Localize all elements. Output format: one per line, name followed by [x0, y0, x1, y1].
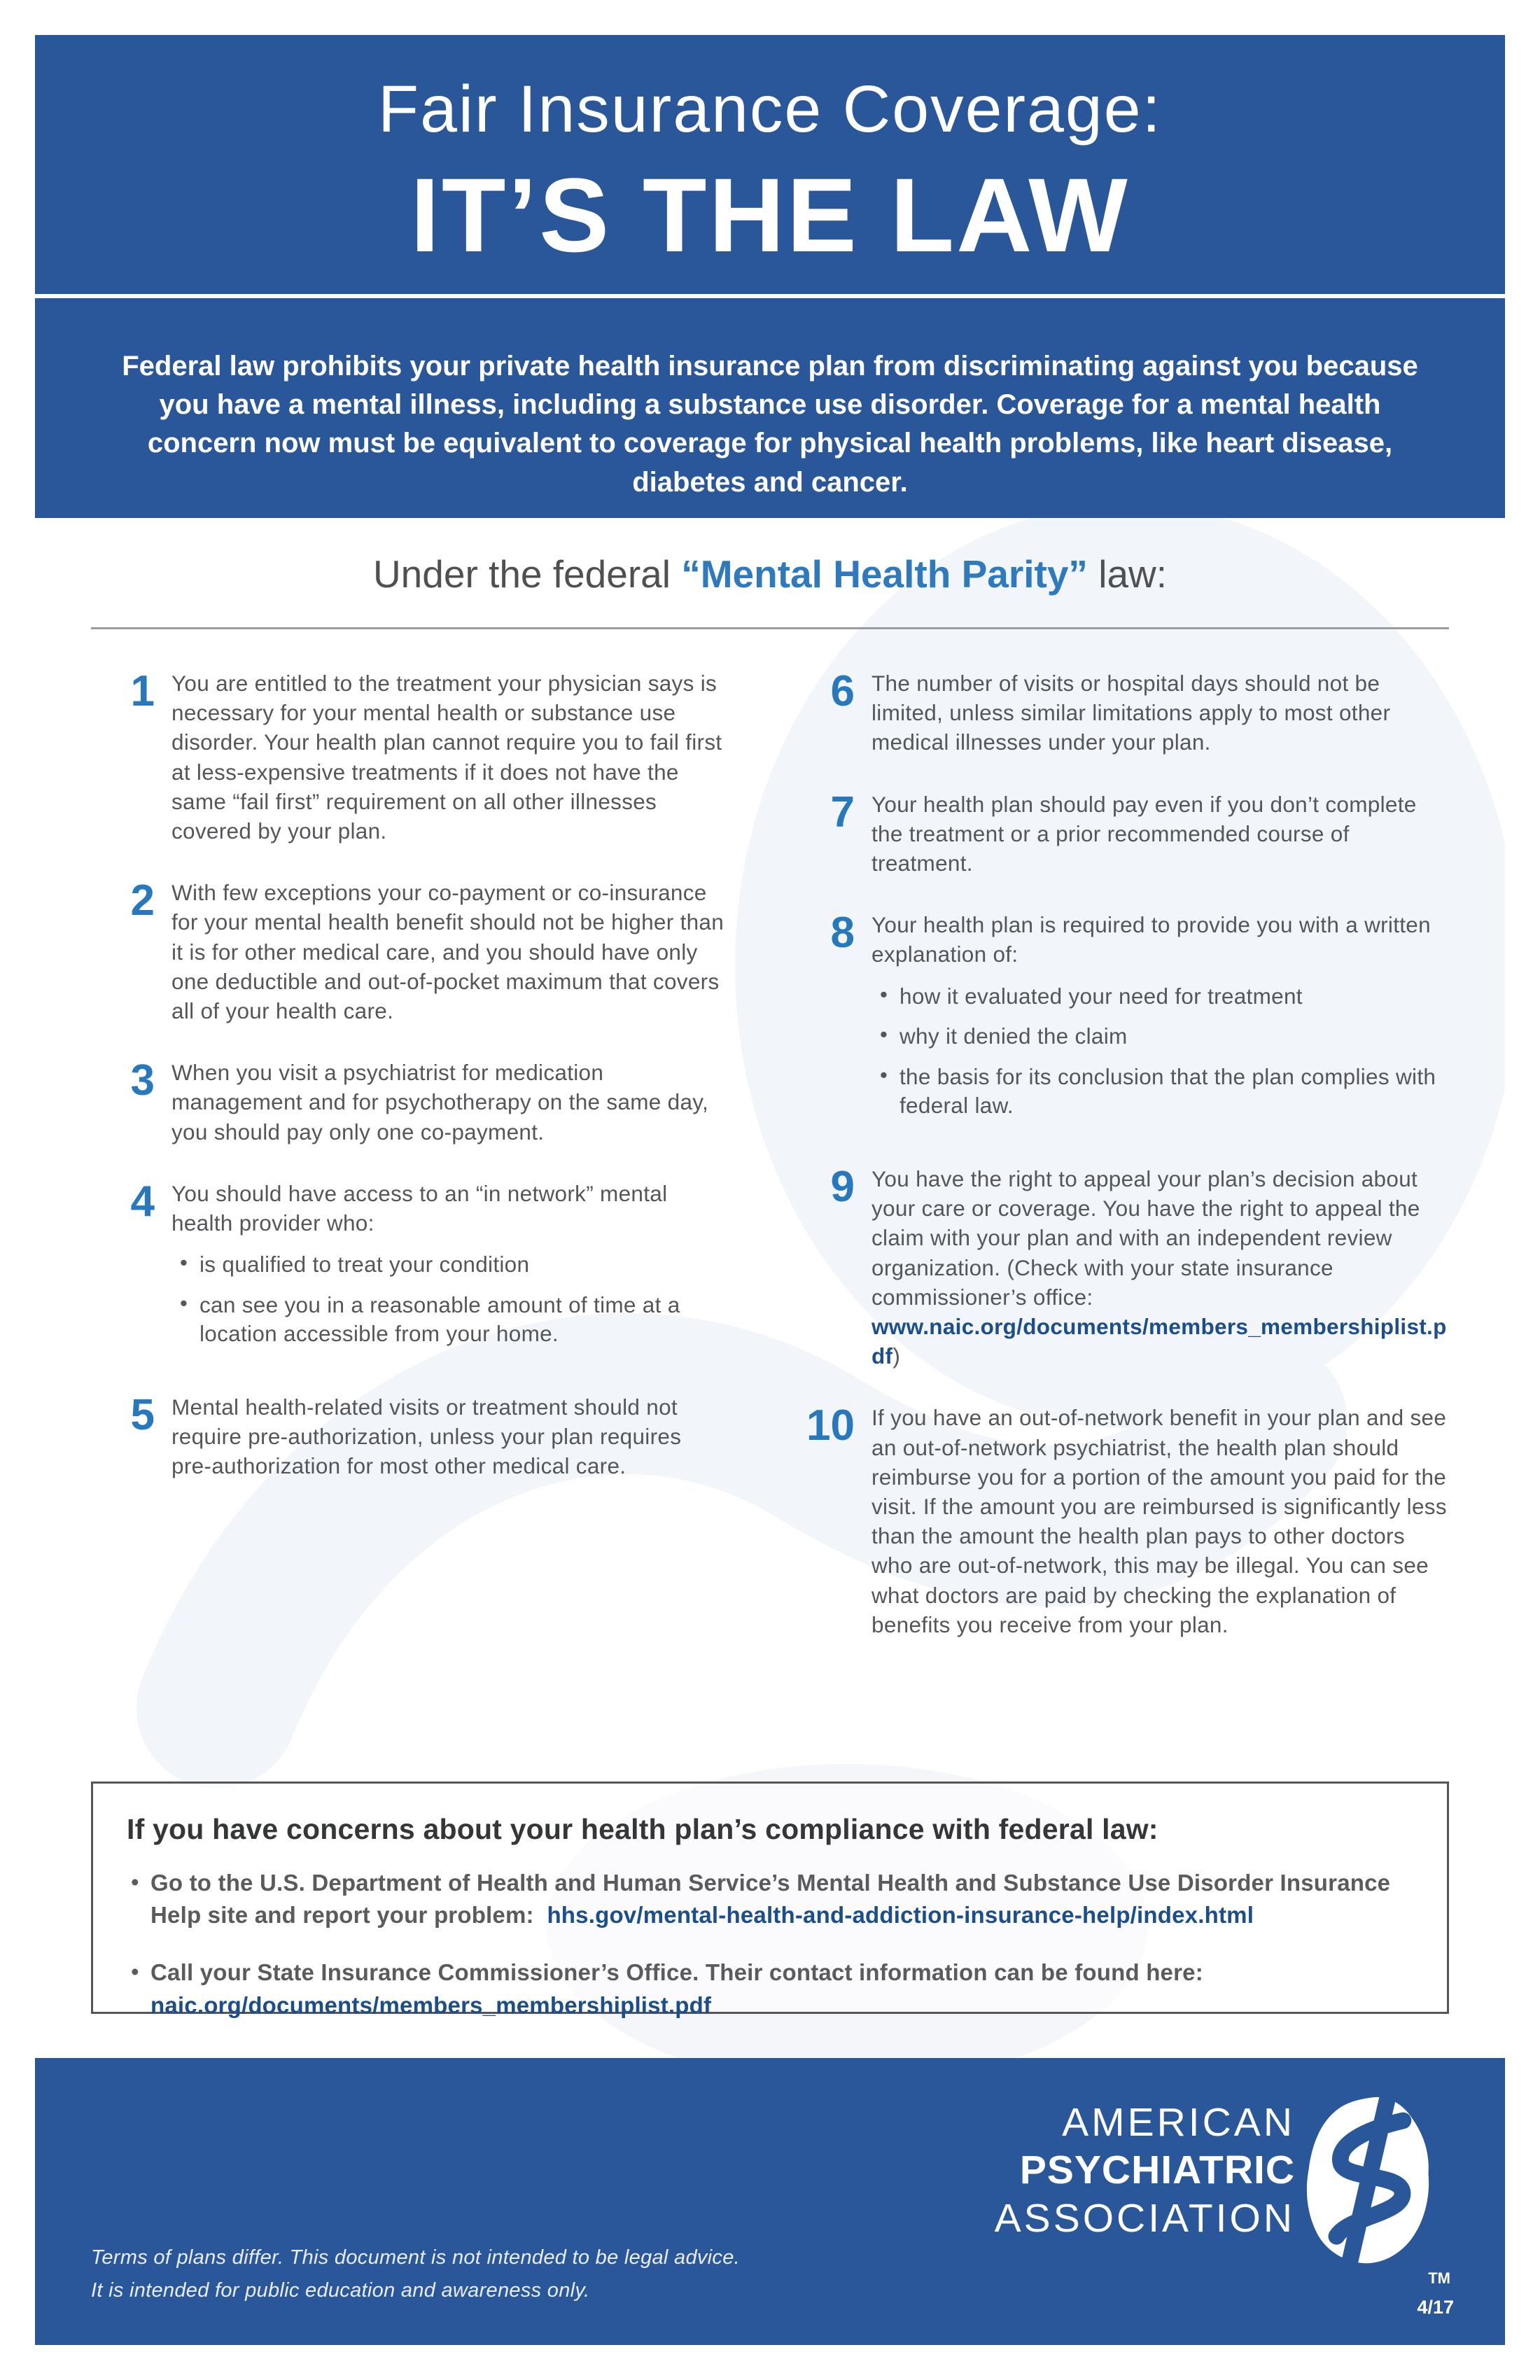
concerns-bullet: [127, 1867, 1413, 1931]
bullet-icon: •: [180, 1290, 188, 1315]
sub-bullet-list: [172, 1250, 724, 1349]
hhs-help-link[interactable]: hhs.gov/mental-health-and-addiction-insurance-help/index.html: [547, 1902, 1254, 1928]
two-column-list: [35, 629, 1505, 1672]
text-segment: You should have access to an “in network” mental health provider who:: [172, 1180, 668, 1236]
text-segment: Your health plan is required to provide you with a written explanation of:: [872, 912, 1431, 967]
item-text: [872, 790, 1449, 878]
text-segment: If you have an out-of-network benefit in your plan and see an out-of-network psychiatrist, the health plan should reimburse you for a portion of the amount you paid for the visit. If the amount you are reimbursed is significantly less than the amount the health plan pays to other doctors who are out-of-network, this may be illegal. You can see what doctors are paid by checking the explanation of benefits you receive from your plan.: [872, 1405, 1447, 1637]
intro-paragraph: Federal law prohibits your private health insurance plan from discriminating against you because you have a mental illness, including a substance use disorder. Coverage for a mental health concern now must be equivalent to coverage for physical health problems, like heart disease, diabetes and cancer.: [122, 351, 1418, 498]
naic-membership-link[interactable]: www.naic.org/documents/members_membershiplist.pdf: [872, 1313, 1447, 1369]
sub-bullet-text: why it denied the claim: [899, 1023, 1128, 1049]
sub-bullet: [872, 1063, 1449, 1121]
bullet-icon: •: [880, 1022, 888, 1047]
numbered-item-1: [105, 668, 724, 846]
item-text: [172, 878, 724, 1026]
sub-bullet: [872, 1022, 1449, 1051]
org-line-american: AMERICAN: [1062, 2100, 1295, 2145]
item-number: 5: [130, 1390, 155, 1439]
disclaimer-line-2: It is intended for public education and awareness only.: [91, 2278, 590, 2302]
org-line-association: ASSOCIATION: [994, 2195, 1295, 2241]
item-text: [172, 1058, 724, 1147]
org-line-psychiatric: PSYCHIATRIC: [1019, 2148, 1295, 2193]
sub-bullet: [172, 1291, 724, 1349]
item-number: 1: [130, 667, 155, 715]
disclaimer-line-1: Terms of plans differ. This document is not intended to be legal advice.: [91, 2246, 741, 2269]
item-text: [172, 668, 724, 846]
bullet-icon: •: [131, 1959, 139, 1985]
bullet-icon: •: [880, 981, 888, 1007]
item-text: [872, 1403, 1449, 1639]
item-text: [172, 1179, 724, 1360]
sub-bullet: [872, 982, 1449, 1011]
item-text: [872, 1164, 1449, 1371]
section-heading-post: law:: [1087, 552, 1168, 596]
item-number: 6: [830, 667, 855, 715]
date-code: 4/17: [1417, 2297, 1454, 2318]
text-segment: With few exceptions your co-payment or co-insurance for your mental health benefit should not be higher than it is for other medical care, and you should have only one deductible and out-of-pocket maximum that covers all of your health care.: [172, 880, 724, 1024]
text-segment: Mental health-related visits or treatment should not require pre-authorization, unless your plan requires pre-authorization for most other medical care.: [172, 1394, 682, 1479]
section-heading: [35, 518, 1505, 596]
trademark-symbol: TM: [1428, 2269, 1450, 2287]
header-banner: [35, 35, 1505, 294]
intro-banner: [35, 298, 1505, 518]
bullet-icon: •: [180, 1250, 188, 1275]
sub-bullet-text: how it evaluated your need for treatment: [899, 983, 1303, 1009]
sub-bullet-text: can see you in a reasonable amount of time at a location accessible from your home.: [200, 1292, 680, 1347]
numbered-item-10: [805, 1403, 1449, 1639]
item-number: 8: [830, 909, 855, 958]
page-title: Fair Insurance Coverage:: [378, 72, 1162, 146]
item-number: 3: [130, 1056, 155, 1105]
text-segment: Your health plan should pay even if you don’t complete the treatment or a prior recommended course of treatment.: [872, 791, 1417, 876]
text-segment: You are entitled to the treatment your physician says is necessary for your mental health or substance use disorder. Your health plan cannot require you to fail first at less-expensive treatments if it does not have the same “fail first” requirement on all other illnesses covered by your plan.: [172, 671, 722, 844]
bullet-icon: •: [131, 1869, 139, 1895]
text-segment: Go to the U.S. Department of Health and Human Service’s Mental Health and Substance Use Disorder Insurance Help site and report your problem:: [150, 1870, 1391, 1928]
numbered-item-6: [805, 668, 1449, 757]
org-wordmark: [995, 2099, 1295, 2242]
sub-bullet-list: [872, 982, 1449, 1121]
naic-membership-link-footer[interactable]: naic.org/documents/members_membershiplist.pdf: [150, 1991, 712, 2018]
item-text: [172, 1392, 724, 1481]
concerns-heading: If you have concerns about your health plan’s compliance with federal law:: [127, 1813, 1158, 1845]
right-column: [805, 668, 1449, 1672]
left-column: [105, 668, 724, 1672]
content-area: [35, 518, 1505, 2058]
numbered-item-4: [105, 1179, 724, 1360]
item-text: [872, 910, 1449, 1132]
numbered-item-5: [105, 1392, 724, 1481]
section-heading-pre: Under the federal: [372, 552, 682, 596]
apa-brain-serpent-logo-icon: [1302, 2092, 1435, 2268]
item-number: 4: [130, 1177, 155, 1226]
footer-banner: [35, 2058, 1505, 2345]
text-segment: The number of visits or hospital days should not be limited, unless similar limitations apply to most other medical illnesses under your plan.: [872, 671, 1391, 755]
text-segment: Call your State Insurance Commissioner’s Office. Their contact information can be found here:: [150, 1959, 1203, 1986]
item-number: 9: [830, 1162, 855, 1211]
sub-bullet: [172, 1250, 724, 1280]
section-heading-highlight: “Mental Health Parity”: [681, 552, 1088, 596]
page-title-emphasis: IT’S THE LAW: [410, 156, 1130, 274]
numbered-item-3: [105, 1058, 724, 1147]
item-number: 7: [830, 788, 855, 836]
item-text: [872, 668, 1449, 757]
sub-bullet-text: the basis for its conclusion that the plan complies with federal law.: [899, 1063, 1436, 1119]
text-segment: ): [892, 1343, 901, 1369]
sub-bullet-text: is qualified to treat your condition: [200, 1252, 530, 1278]
numbered-item-9: [805, 1164, 1449, 1371]
disclaimer: [91, 2241, 740, 2306]
numbered-item-2: [105, 878, 724, 1026]
item-number: 2: [130, 876, 155, 925]
concerns-bullet: [127, 1956, 1413, 2021]
text-segment: You have the right to appeal your plan’s decision about your care or coverage. You have the right to appeal the claim with your plan and with an independent review organization. (Check with your state insurance commissioner’s office:: [872, 1166, 1420, 1310]
item-number: 10: [806, 1401, 855, 1450]
text-segment: When you visit a psychiatrist for medication management and for psychotherapy on the same day, you should pay only one co-payment.: [172, 1060, 709, 1144]
numbered-item-8: [805, 910, 1449, 1132]
numbered-item-7: [805, 790, 1449, 878]
bullet-icon: •: [880, 1062, 888, 1087]
concerns-list: [127, 1867, 1413, 2022]
concerns-box: [91, 1782, 1449, 2018]
